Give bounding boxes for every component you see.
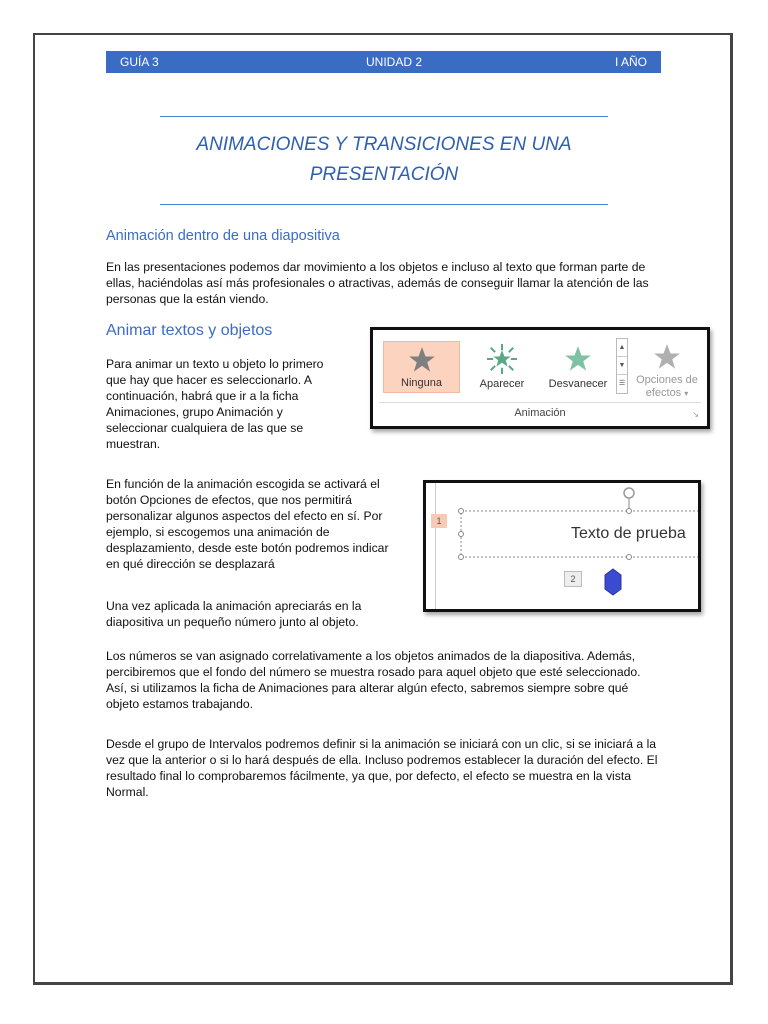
dropdown-caret-icon: ▾ (684, 389, 689, 398)
ribbon-group-label: Animación (514, 407, 566, 419)
burst-star-icon (487, 344, 517, 374)
effect-options-button[interactable] (631, 341, 703, 399)
ribbon-separator (379, 402, 701, 403)
intro-paragraph: En las presentaciones podemos dar movimiento a los objetos e incluso al texto que forman parte de ellas, haciéndolas así más profesionales o atractivas, además de conseguir llamar la atención de las personas que la están viendo. (106, 260, 649, 306)
page-title: ANIMACIONES Y TRANSICIONES EN UNA PRESENTACIÓN (196, 134, 572, 185)
paragraph-number: Una vez aplicada la animación apreciarás en la diapositiva un pequeño número junto al objeto. (106, 599, 362, 629)
more-icon[interactable]: ☰ (618, 380, 626, 387)
animation-appear-button[interactable] (465, 341, 539, 393)
header-year: I AÑO (614, 55, 647, 69)
paragraph-intervals: Desde el grupo de Intervalos podremos definir si la animación se iniciará con un clic, si se iniciará a la vez que la anterior o si lo hará después de ella. Incluso podremos establecer la duración del efecto. El resultado final lo comprobaremos fácilmente, ya que, por defecto, el efecto se muestra en la vista Normal. (106, 737, 658, 799)
scroll-down-icon[interactable]: ▼ (617, 357, 627, 375)
fade-star-icon (564, 345, 592, 373)
effect-options-label: Opciones de (636, 374, 698, 386)
animation-none-button[interactable] (383, 341, 460, 393)
effect-options-label-2: efectos (645, 387, 682, 399)
animation-fade-button[interactable] (541, 341, 615, 393)
slide-text-box[interactable]: Texto de prueba (571, 525, 686, 542)
animation-ribbon (370, 327, 710, 429)
selection-box (426, 483, 698, 609)
section-heading-animation: Animación dentro de una diapositiva (106, 228, 340, 244)
paragraph-effect-options: En función de la animación escogida se activará el botón Opciones de efectos, que nos permitirá personalizar algunos aspectos del efecto en sí. Por ejemplo, si escogemos una animación de desplazamiento, desde este botón podremos indicar en qué dirección se desplazará (106, 477, 389, 571)
header-bar (106, 51, 661, 73)
section-heading-animate: Animar textos y objetos (106, 322, 273, 339)
slide-preview (423, 480, 701, 612)
animation-number-badge-1[interactable]: 1 (431, 514, 447, 528)
paragraph-select: Para animar un texto u objeto lo primero que hay que hacer es seleccionarlo. A continuación, habrá que ir a la ficha Animaciones, grupo Animación y seleccionar cualquiera de las que se muestran. (106, 357, 324, 451)
gallery-scrollbar[interactable] (616, 338, 628, 394)
scroll-up-icon[interactable]: ▲ (617, 339, 627, 357)
animation-appear-label: Aparecer (479, 378, 525, 390)
options-star-icon (653, 343, 681, 371)
animation-fade-label: Desvanecer (548, 378, 608, 390)
title-rule-bottom (160, 204, 608, 205)
star-icon (407, 346, 437, 374)
animation-none-label: Ninguna (401, 377, 442, 389)
header-guide: GUÍA 3 (120, 55, 159, 69)
dialog-launcher-icon[interactable]: ↘ (692, 410, 699, 419)
header-unit: UNIDAD 2 (366, 55, 423, 69)
title-rule-top (160, 116, 608, 117)
animation-number-badge-2[interactable]: 2 (564, 571, 582, 587)
paragraph-numbering: Los números se van asignado correlativamente a los objetos animados de la diapositiva. Además, percibiremos que el fondo del número se muestra rosado para aquel objeto que esté seleccionado. Así, si utilizamos la ficha de Animaciones para alterar algún efecto, sabremos siempre sobre qué objeto estamos trabajando. (106, 649, 641, 711)
